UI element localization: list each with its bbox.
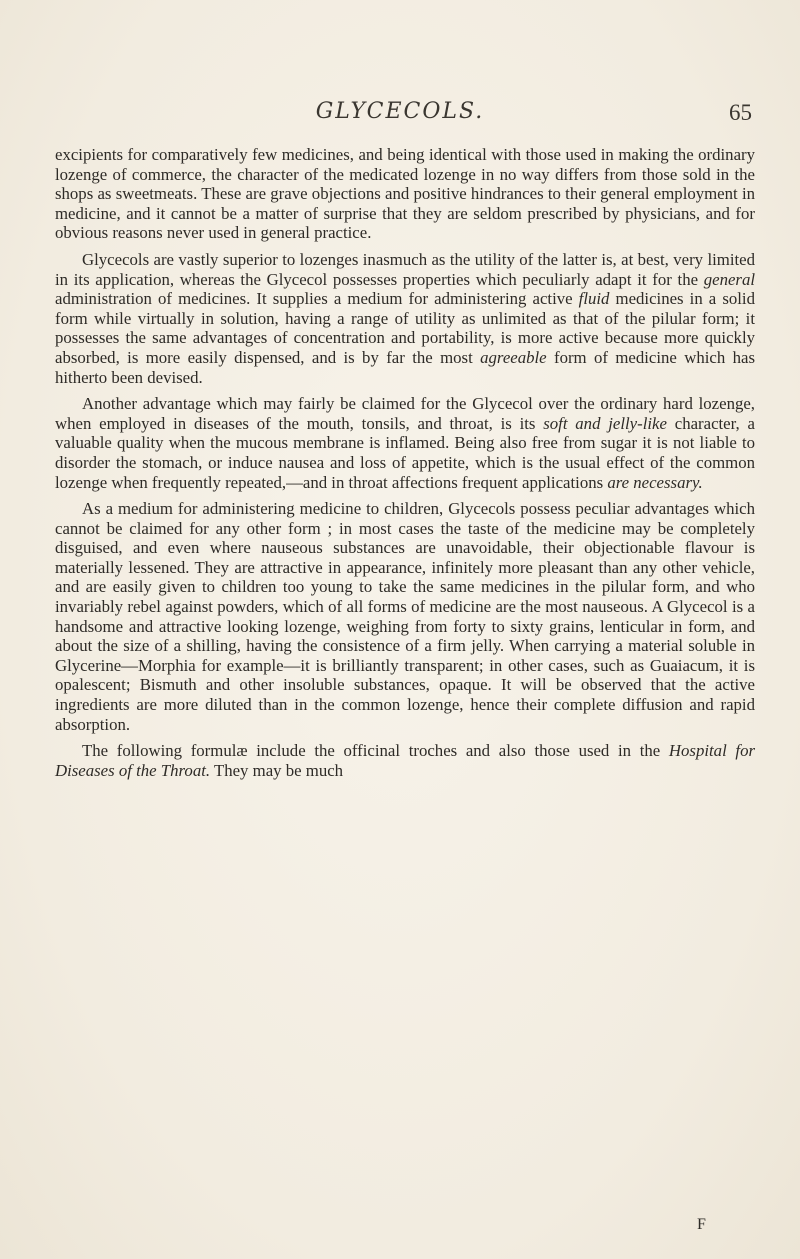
running-head (0, 99, 800, 133)
body-text (55, 145, 755, 787)
italic-phrase: are necessary. (607, 472, 703, 492)
paragraph (55, 250, 755, 387)
text-run: excipients for comparatively few medicines, and being identical with those used in making the ordinary lozenge of commerce, the character of the medicated lozenge in no way differs from those sold in the shops as sweetmeats. These are grave objections and positive hindrances to their general employment in medicine, and it cannot be a matter of surprise that they are seldom prescribed by physicians, and for obvious reasons never used in general practice. (55, 145, 755, 243)
text-run: character, a valuable quality when the mucous membrane is inflamed. Being also free from sugar it is not liable to disorder the stomach, or induce nausea and loss of appetite, which is the usual effect of the common lozenge when frequently repeated,—and in throat affections frequent applications (55, 413, 755, 492)
paragraph (55, 499, 755, 734)
paragraph (55, 394, 755, 492)
italic-phrase: fluid (578, 289, 610, 309)
text-run: The following formulæ include the officinal troches and also those used in the (82, 741, 669, 761)
italic-phrase: general (703, 269, 755, 289)
text-run: Glycecols are vastly superior to lozenges inasmuch as the utility of the latter is, at best, very limited in its application, whereas the Glycecol possesses properties which peculiarly adapt it for the (55, 249, 755, 289)
text-run: Another advantage which may fairly be claimed for the Glycecol over the ordinary hard lozenge, when employed in diseases of the mouth, tonsils, and throat, is its (55, 394, 755, 433)
text-run: administration of medicines. It supplies a medium for administering active (55, 289, 579, 309)
paragraph (55, 145, 755, 243)
italic-phrase: soft and jelly-like (543, 413, 667, 433)
text-run: As a medium for administering medicine to children, Glycecols possess peculiar advantages which cannot be claimed for any other form ; in most cases the taste of the medicine may be completely disguised, and even where nauseous substances are unavoidable, their objectionable flavour is materially lessened. They are attractive in appearance, infinitely more pleasant than any other vehicle, and are easily given to children too young to take the same medicines in the pilular form, and who invariably rebel against powders, which of all forms of medicine are the most nauseous. A Glycecol is a handsome and attractive looking lozenge, weighing from forty to sixty grains, lenticular in form, and about the size of a shilling, having the consistence of a firm jelly. When carrying a material soluble in Glycerine—Morphia for example—it is brilliantly transparent; in other cases, such as Guaiacum, it is opalescent; Bismuth and other insoluble substances, opaque. It will be observed that the active ingredients are more diluted than in the common lozenge, hence their complete diffusion and rapid absorption. (55, 499, 755, 734)
signature-mark: F (697, 1216, 706, 1233)
italic-phrase: agreeable (480, 347, 547, 367)
text-run: medicines in a solid form while virtually in solution, having a range of utility as unlimited as that of the pilular form; it possesses the same advantages of concentration and portability, is more active because more quickly absorbed, is more easily dispensed, and is by far the most (55, 289, 755, 367)
page-number: 65 (729, 100, 752, 125)
text-run: form of medicine which has hitherto been devised. (55, 347, 755, 387)
running-title: GLYCECOLS. (315, 99, 485, 124)
text-run: They may be much (210, 760, 344, 780)
paragraph (55, 741, 755, 780)
italic-phrase: Hospital for Diseases of the Throat. (55, 741, 755, 780)
